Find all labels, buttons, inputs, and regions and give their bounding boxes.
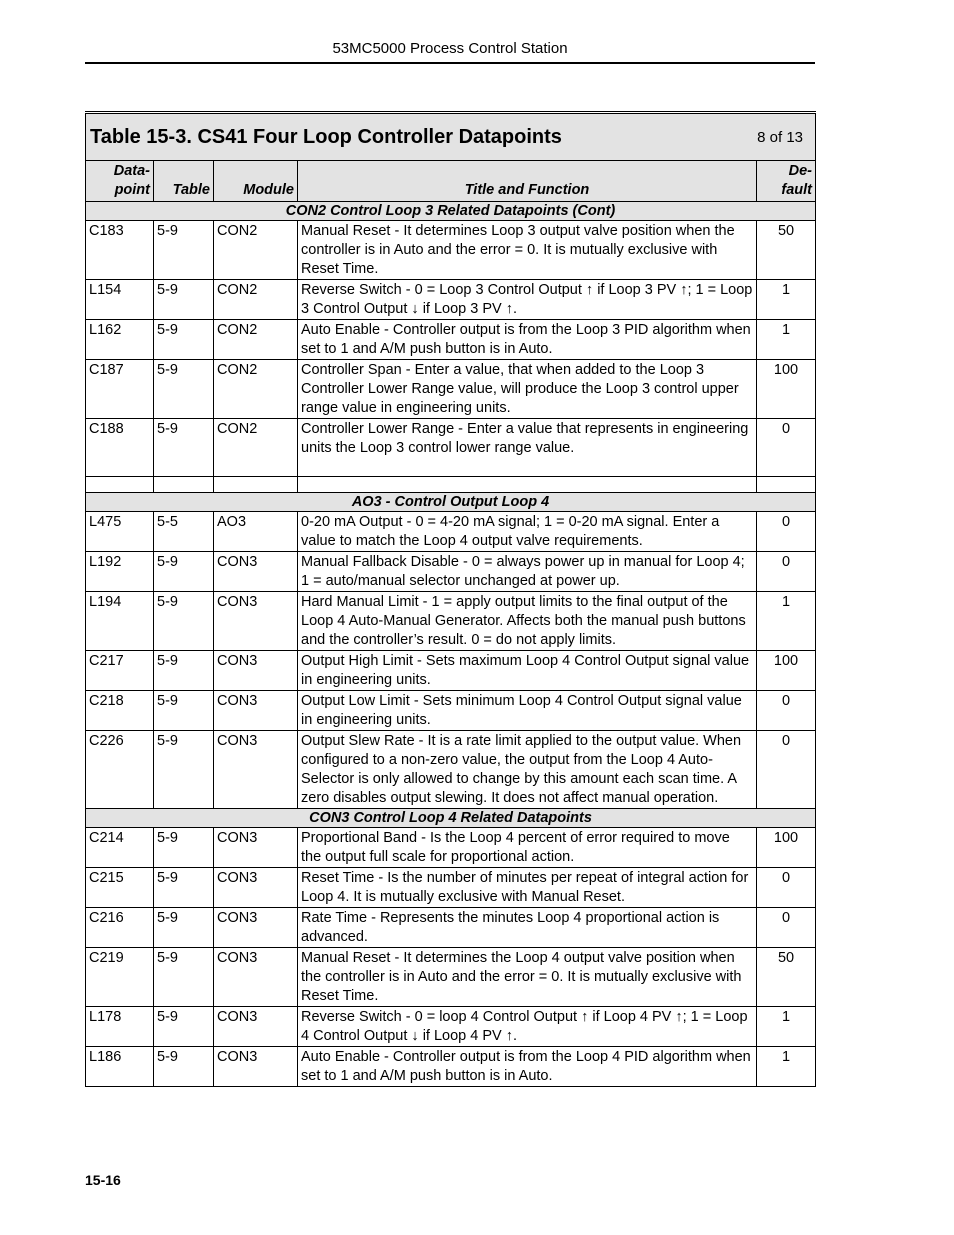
datapoint-cell: C215 [86, 868, 154, 908]
table-row [86, 828, 816, 868]
datapoint-cell: L186 [86, 1047, 154, 1087]
table-row [86, 221, 816, 280]
column-header-row [86, 161, 816, 202]
table-row [86, 552, 816, 592]
table-row [86, 280, 816, 320]
default-value-cell: 0 [757, 908, 816, 948]
datapoint-cell: C217 [86, 651, 154, 691]
description-cell: Auto Enable - Controller output is from the Loop 4 PID algorithm when set to 1 and A/M push button is in Auto. [298, 1047, 757, 1087]
table-title-wrap [86, 125, 815, 148]
default-value-cell: 100 [757, 651, 816, 691]
description-cell: 0-20 mA Output - 0 = 4-20 mA signal; 1 = 0-20 mA signal. Enter a value to match the Loop 4 output valve requirements. [298, 512, 757, 552]
datapoint-cell: L178 [86, 1007, 154, 1047]
datapoint-cell: C219 [86, 948, 154, 1007]
module-cell: CON3 [214, 868, 298, 908]
table-ref-cell: 5-9 [154, 868, 214, 908]
column-header-table: Table [154, 161, 214, 202]
table-ref-cell: 5-9 [154, 908, 214, 948]
table-row [86, 731, 816, 809]
table-row [86, 360, 816, 419]
module-cell: CON3 [214, 1007, 298, 1047]
column-header-title-function: Title and Function [298, 161, 757, 202]
running-header: 53MC5000 Process Control Station [332, 40, 568, 57]
table-ref-cell: 5-9 [154, 280, 214, 320]
table-row [86, 651, 816, 691]
description-cell: Reset Time - Is the number of minutes per repeat of integral action for Loop 4. It is mutually exclusive with Manual Reset. [298, 868, 757, 908]
description-cell: Reverse Switch - 0 = Loop 3 Control Output ↑ if Loop 3 PV ↑; 1 = Loop 3 Control Output ↓ if Loop 3 PV ↑. [298, 280, 757, 320]
default-value-cell: 0 [757, 512, 816, 552]
column-header-datapoint [86, 161, 154, 202]
spacer-cell [214, 477, 298, 493]
description-cell: Manual Reset - It determines Loop 3 output valve position when the controller is in Auto and the error = 0. It is mutually exclusive with Reset Time. [298, 221, 757, 280]
spacer-cell [757, 477, 816, 493]
table-ref-cell: 5-9 [154, 651, 214, 691]
module-cell: CON3 [214, 731, 298, 809]
description-cell: Output Low Limit - Sets minimum Loop 4 Control Output signal value in engineering units. [298, 691, 757, 731]
module-cell: CON2 [214, 419, 298, 477]
datapoint-cell: C218 [86, 691, 154, 731]
table-row [86, 512, 816, 552]
description-cell: Manual Reset - It determines the Loop 4 output valve position when the controller is in Auto and the error = 0. It is mutually exclusive with Reset Time. [298, 948, 757, 1007]
table-title-cell [86, 113, 816, 161]
datapoint-cell: L475 [86, 512, 154, 552]
table-ref-cell: 5-9 [154, 731, 214, 809]
description-cell: Rate Time - Represents the minutes Loop 4 proportional action is advanced. [298, 908, 757, 948]
description-cell: Reverse Switch - 0 = loop 4 Control Output ↑ if Loop 4 PV ↑; 1 = Loop 4 Control Output ↓ if Loop 4 PV ↑. [298, 1007, 757, 1047]
datapoint-cell: L192 [86, 552, 154, 592]
datapoint-cell: C226 [86, 731, 154, 809]
module-cell: CON3 [214, 592, 298, 651]
table-row [86, 868, 816, 908]
table-ref-cell: 5-9 [154, 1047, 214, 1087]
default-value-cell: 100 [757, 360, 816, 419]
datapoint-cell: C183 [86, 221, 154, 280]
table-ref-cell: 5-5 [154, 512, 214, 552]
header-rule [85, 62, 815, 64]
description-cell: Output High Limit - Sets maximum Loop 4 Control Output signal value in engineering units. [298, 651, 757, 691]
spacer-cell [154, 477, 214, 493]
module-cell: CON3 [214, 651, 298, 691]
section-heading: CON3 Control Loop 4 Related Datapoints [86, 809, 816, 828]
table-title-row [86, 113, 816, 161]
datapoint-cell: L194 [86, 592, 154, 651]
section-heading: AO3 - Control Output Loop 4 [86, 493, 816, 512]
default-value-cell: 0 [757, 868, 816, 908]
module-cell: CON2 [214, 280, 298, 320]
column-header-module: Module [214, 161, 298, 202]
table-ref-cell: 5-9 [154, 828, 214, 868]
module-cell: CON3 [214, 691, 298, 731]
module-cell: CON3 [214, 552, 298, 592]
module-cell: CON2 [214, 320, 298, 360]
table-page-indicator: 8 of 13 [757, 128, 804, 146]
description-cell: Hard Manual Limit - 1 = apply output limits to the final output of the Loop 4 Auto-Manual Generator. Affects both the manual push buttons and the controller’s result. 0 = do not apply limits. [298, 592, 757, 651]
default-value-cell: 1 [757, 280, 816, 320]
default-value-cell: 0 [757, 731, 816, 809]
table-row [86, 908, 816, 948]
table-row [86, 1007, 816, 1047]
column-header-datapoint-line1: Data- [113, 163, 150, 179]
module-cell: CON2 [214, 221, 298, 280]
description-cell: Controller Lower Range - Enter a value that represents in engineering units the Loop 3 control lower range value. [298, 419, 757, 477]
description-cell: Proportional Band - Is the Loop 4 percent of error required to move the output full scale for proportional action. [298, 828, 757, 868]
datapoint-cell: C188 [86, 419, 154, 477]
default-value-cell: 1 [757, 592, 816, 651]
datapoint-cell: C214 [86, 828, 154, 868]
module-cell: CON3 [214, 1047, 298, 1087]
section-heading-row [86, 809, 816, 828]
table-row [86, 320, 816, 360]
default-value-cell: 1 [757, 1007, 816, 1047]
section-heading-row [86, 202, 816, 221]
module-cell: CON3 [214, 908, 298, 948]
table-row [86, 948, 816, 1007]
default-value-cell: 50 [757, 948, 816, 1007]
datapoint-cell: C216 [86, 908, 154, 948]
description-cell: Manual Fallback Disable - 0 = always power up in manual for Loop 4; 1 = auto/manual selector unchanged at power up. [298, 552, 757, 592]
spacer-cell [86, 477, 154, 493]
default-value-cell: 50 [757, 221, 816, 280]
table-row [86, 592, 816, 651]
default-value-cell: 0 [757, 691, 816, 731]
datapoint-cell: C187 [86, 360, 154, 419]
datapoint-cell: L162 [86, 320, 154, 360]
default-value-cell: 0 [757, 419, 816, 477]
default-value-cell: 0 [757, 552, 816, 592]
description-cell: Output Slew Rate - It is a rate limit applied to the output value. When configured to a non-zero value, the output from the Loop 4 Auto-Selector is only allowed to change by this amount each scan time. A zero disables output slewing. It does not affect manual operation. [298, 731, 757, 809]
datapoints-table [85, 111, 816, 1087]
default-value-cell: 1 [757, 1047, 816, 1087]
table-ref-cell: 5-9 [154, 691, 214, 731]
datapoint-cell: L154 [86, 280, 154, 320]
spacer-cell [298, 477, 757, 493]
column-header-default-line2: fault [781, 182, 813, 198]
table-ref-cell: 5-9 [154, 948, 214, 1007]
section-heading: CON2 Control Loop 3 Related Datapoints (Cont) [86, 202, 816, 221]
table-ref-cell: 5-9 [154, 1007, 214, 1047]
table-ref-cell: 5-9 [154, 320, 214, 360]
module-cell: CON3 [214, 948, 298, 1007]
module-cell: AO3 [214, 512, 298, 552]
table-body [86, 202, 816, 1087]
table-row [86, 1047, 816, 1087]
description-cell: Controller Span - Enter a value, that when added to the Loop 3 Controller Lower Range value, will produce the Loop 3 control upper range value in engineering units. [298, 360, 757, 419]
column-header-default [757, 161, 816, 202]
table-ref-cell: 5-9 [154, 552, 214, 592]
column-header-datapoint-line2: point [114, 182, 150, 198]
default-value-cell: 100 [757, 828, 816, 868]
column-header-default-line1: De- [788, 163, 813, 179]
table-ref-cell: 5-9 [154, 419, 214, 477]
page-number: 15-16 [85, 1172, 121, 1188]
section-heading-row [86, 493, 816, 512]
default-value-cell: 1 [757, 320, 816, 360]
table-title: Table 15-3. CS41 Four Loop Controller Datapoints [90, 125, 562, 148]
module-cell: CON2 [214, 360, 298, 419]
module-cell: CON3 [214, 828, 298, 868]
description-cell: Auto Enable - Controller output is from the Loop 3 PID algorithm when set to 1 and A/M push button is in Auto. [298, 320, 757, 360]
table-ref-cell: 5-9 [154, 221, 214, 280]
spacer-row [86, 477, 816, 493]
table-ref-cell: 5-9 [154, 360, 214, 419]
table-row [86, 419, 816, 477]
table-row [86, 691, 816, 731]
table-ref-cell: 5-9 [154, 592, 214, 651]
